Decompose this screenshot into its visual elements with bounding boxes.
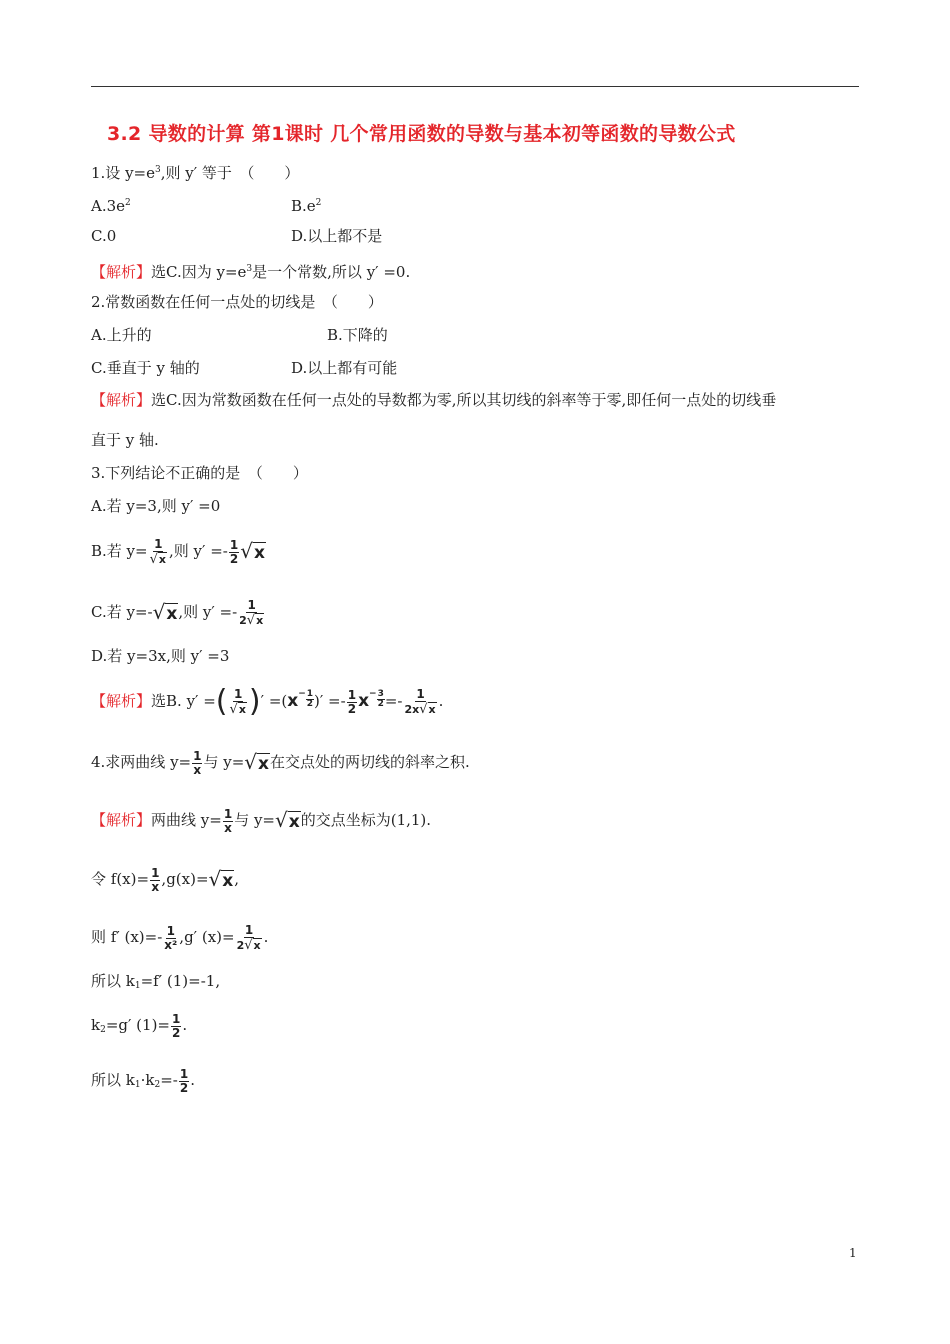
jiexi-tag: 【解析】 xyxy=(91,811,152,829)
fraction: $\frac{1}{x}$ xyxy=(223,806,233,835)
fraction: $\frac{1}{2}$ xyxy=(347,687,357,716)
q3-option-d: D.若 y=3x,则 y′ =3 xyxy=(91,647,230,665)
fraction: $\frac{1}{x}$ xyxy=(151,865,160,894)
header-rule xyxy=(91,86,859,87)
q2-answer-line2: 直于 y 轴. xyxy=(91,431,159,449)
fraction: 1 2√x xyxy=(236,923,261,953)
q3-stem: 3.下列结论不正确的是 （ ） xyxy=(91,464,308,482)
q2-option-b: B.下降的 xyxy=(327,326,388,344)
fraction: 1 √x xyxy=(149,537,167,567)
q4-step-5: 所以 $k_1\cdot k_2=-$ $\frac{1}{2}$ . xyxy=(91,1066,195,1095)
fraction: $\frac{1}{2}$ xyxy=(179,1066,189,1095)
q3-answer: 【解析】选B. y′ =( 1 √x )′ =(x − $\frac{1}{2}$ )′ =- $\frac{1}{2}$ x − $\frac{3}{2}$ =- 1 2x√x . xyxy=(91,684,444,719)
jiexi-tag: 【解析】 xyxy=(91,263,152,281)
fraction: 1 √x xyxy=(229,687,246,717)
jiexi-tag: 【解析】 xyxy=(91,692,152,710)
q3-option-a: A.若 y=3,则 y′ =0 xyxy=(91,497,221,515)
fraction: 1 2√x xyxy=(239,598,264,628)
q4-step-3: 所以 $k_1=f'$ (1)=-1, xyxy=(91,972,221,991)
q4-step-2: 则 f′ (x)=- $\frac{1}{\text{x²}}$ ,g′ (x)= 1 2√x . xyxy=(91,923,269,953)
jiexi-tag: 【解析】 xyxy=(91,391,152,409)
page-number: 1 xyxy=(849,1246,857,1260)
q2-option-c: C.垂直于 y 轴的 xyxy=(91,359,200,377)
fraction: $\frac{1}{2}$ xyxy=(172,1011,181,1040)
q1-option-c: C.0 xyxy=(91,227,117,245)
q1-stem: 1.设 $y=e^3$,则 y′ 等于 （ ） xyxy=(91,164,300,182)
q2-stem: 2.常数函数在任何一点处的切线是 （ ） xyxy=(91,293,383,311)
fraction: $\frac{1}{x}$ xyxy=(193,748,202,777)
page-title: 3.2 导数的计算 第1课时 几个常用函数的导数与基本初等函数的导数公式 xyxy=(107,123,736,145)
q3-option-c: C.若 y=-√x,则 y′ =- 1 2√x xyxy=(91,598,264,628)
q1-option-b: $B.e^2$ xyxy=(291,197,322,215)
fraction: $\frac{1}{\text{x²}}$ xyxy=(164,923,178,952)
q2-option-a: A.上升的 xyxy=(91,326,152,344)
q1-option-a: $A.3e^2$ xyxy=(91,197,131,215)
q3-option-b: B.若 y= 1 √x ,则 y′ =- $\frac{1}{2}$ √x xyxy=(91,537,265,567)
q1-answer: 【解析】选C.因为 $y=e^3$是一个常数,所以 y′ =0. xyxy=(91,263,411,281)
fraction: $\frac{1}{2}$ xyxy=(229,537,239,566)
fraction: 1 2x√x xyxy=(404,687,436,717)
q4-stem: 4.求两曲线 y= $\frac{1}{x}$ 与 y=√x在交点处的两切线的斜率之积. xyxy=(91,748,470,777)
q4-step-1: 令 f(x)= $\frac{1}{x}$ ,g(x)=√x, xyxy=(91,865,240,894)
q1-option-d: D.以上都不是 xyxy=(291,227,383,245)
q2-answer-line1: 【解析】选C.因为常数函数在任何一点处的导数都为零,所以其切线的斜率等于零,即任何一点处的切线垂 xyxy=(91,391,777,409)
q4-answer: 【解析】两曲线 y= $\frac{1}{x}$ 与 y=√x的交点坐标为(1,1). xyxy=(91,806,432,835)
q4-step-4: $k_2=g'$ (1)= $\frac{1}{2}$ . xyxy=(91,1011,188,1040)
q2-option-d: D.以上都有可能 xyxy=(291,359,398,377)
